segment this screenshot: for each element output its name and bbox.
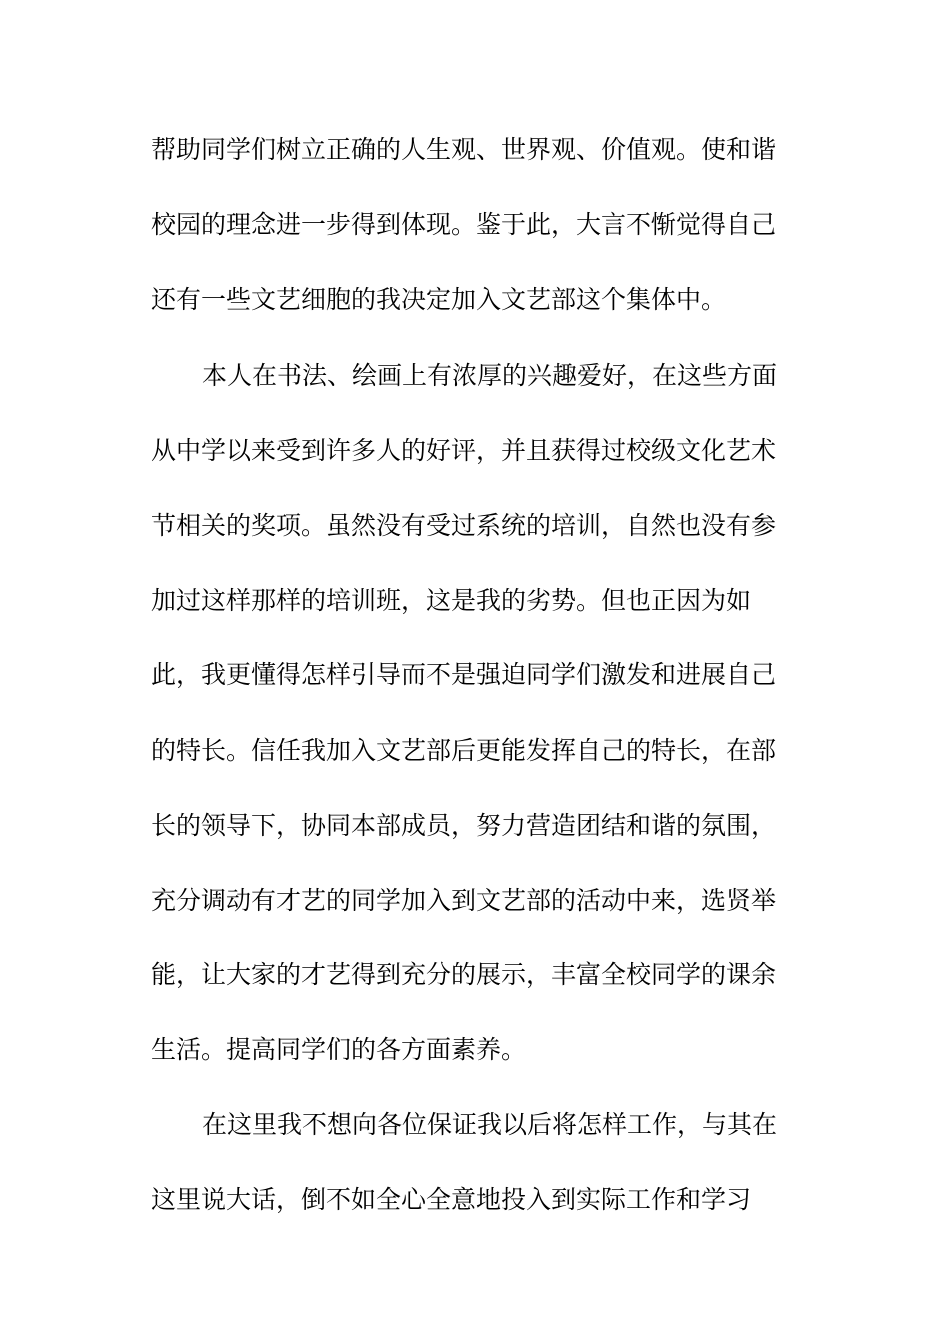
- text-line: 的特长。信任我加入文艺部后更能发挥自己的特长，在部: [151, 736, 777, 765]
- text-line: 充分调动有才艺的同学加入到文艺部的活动中来，选贤举: [151, 886, 777, 915]
- text-line: 节相关的奖项。虽然没有受过系统的培训，自然也没有参: [151, 511, 777, 540]
- text-line: 还有一些文艺细胞的我决定加入文艺部这个集体中。: [151, 285, 727, 314]
- text-line: 生活。提高同学们的各方面素养。: [151, 1035, 527, 1064]
- paragraph-start-line: 在这里我不想向各位保证我以后将怎样工作，与其在: [202, 1110, 778, 1139]
- text-line: 此，我更懂得怎样引导而不是强迫同学们激发和进展自己: [151, 660, 777, 689]
- text-line: 帮助同学们树立正确的人生观、世界观、价值观。使和谐: [151, 135, 777, 164]
- text-line: 这里说大话，倒不如全心全意地投入到实际工作和学习: [151, 1185, 752, 1214]
- text-line: 加过这样那样的培训班，这是我的劣势。但也正因为如: [151, 586, 752, 615]
- text-line: 能，让大家的才艺得到充分的展示，丰富全校同学的课余: [151, 960, 777, 989]
- text-line: 从中学以来受到许多人的好评，并且获得过校级文化艺术: [151, 436, 777, 465]
- paragraph-start-line: 本人在书法、绘画上有浓厚的兴趣爱好，在这些方面: [202, 361, 778, 390]
- text-line: 长的领导下，协同本部成员，努力营造团结和谐的氛围，: [151, 811, 777, 840]
- text-line: 校园的理念进一步得到体现。鉴于此，大言不惭觉得自己: [151, 210, 777, 239]
